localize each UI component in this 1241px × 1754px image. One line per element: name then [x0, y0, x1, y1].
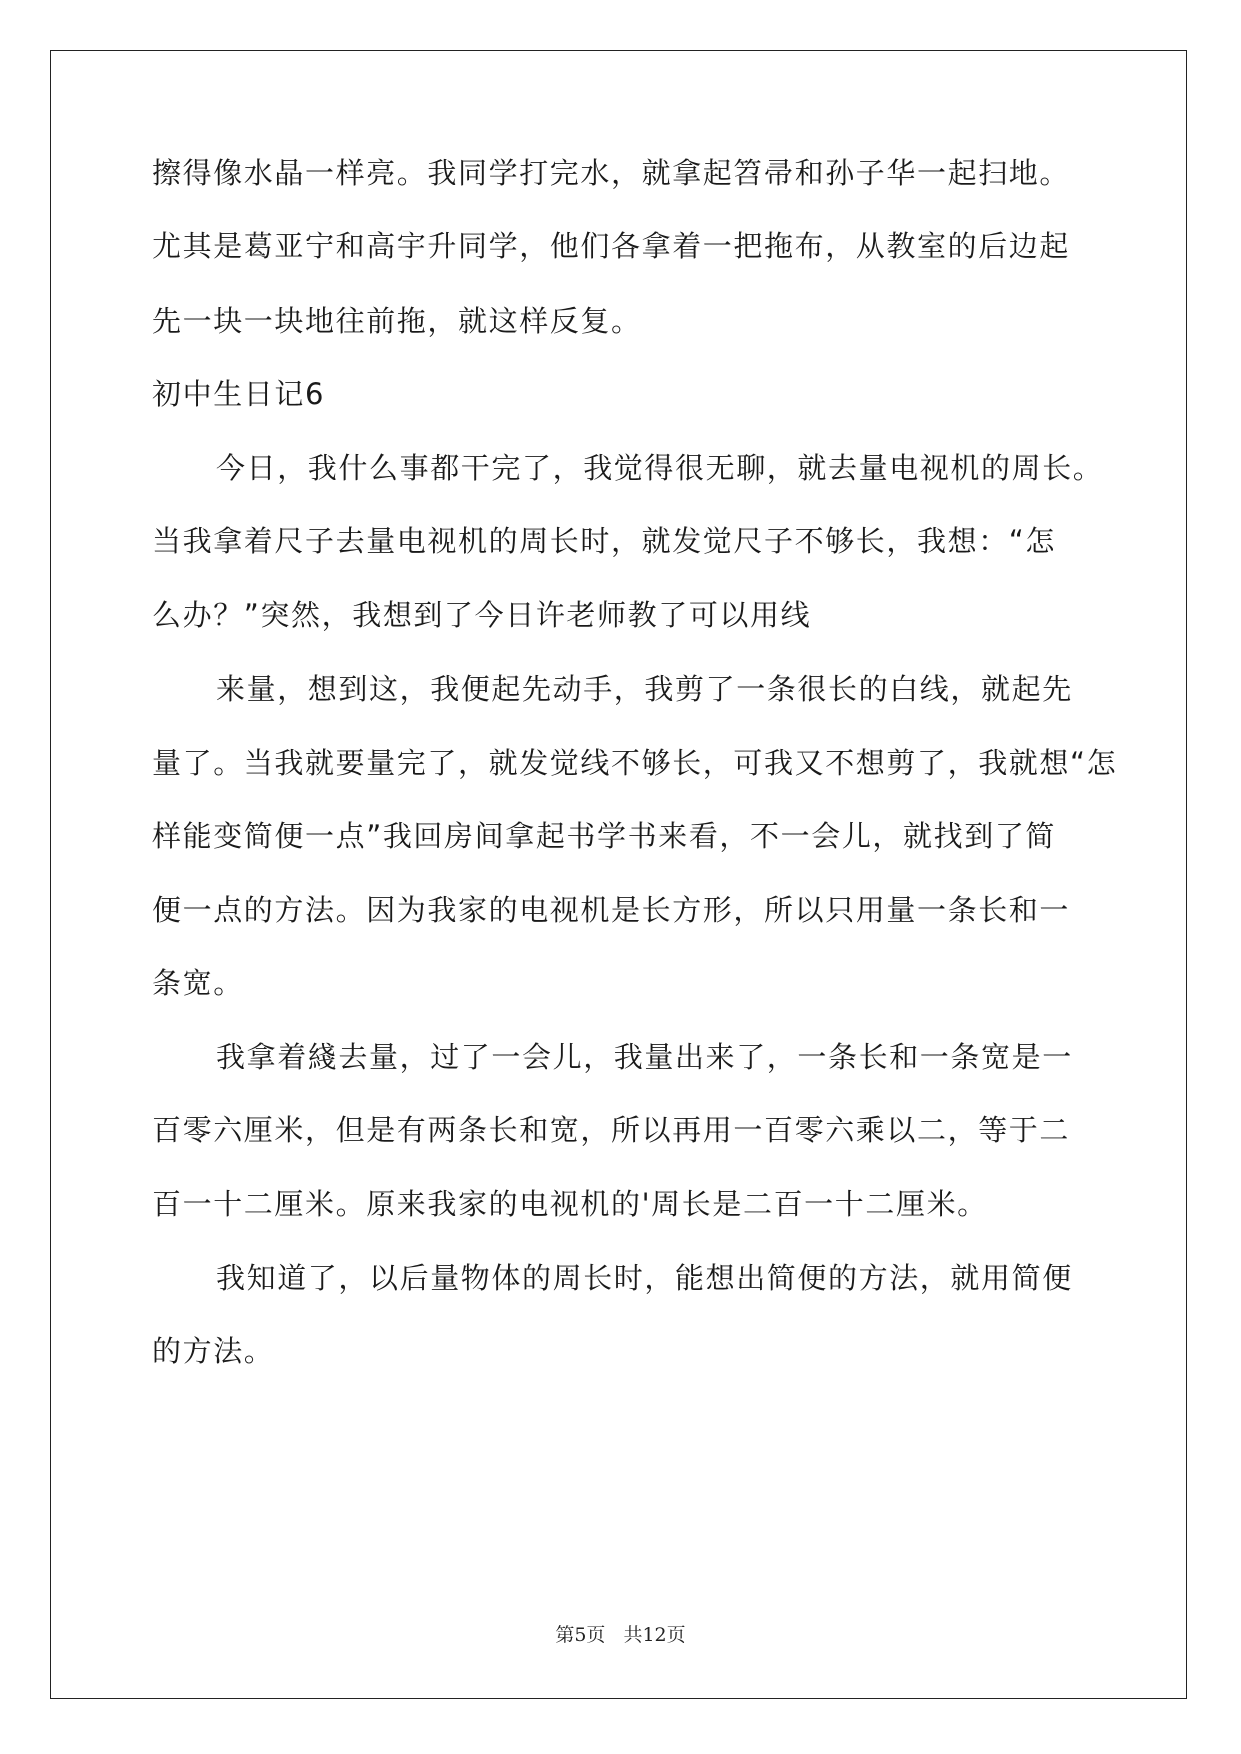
page-number: 第5页 — [555, 1624, 606, 1646]
text-line: 便一点的方法。因为我家的电视机是长方形，所以只用量一条长和一 — [152, 893, 1071, 927]
paragraph-first-line: 我知道了，以后量物体的周长时，能想出简便的方法，就用简便 — [216, 1261, 1073, 1295]
text-line: 尤其是葛亚宁和高宇升同学，他们各拿着一把拖布，从教室的后边起 — [152, 229, 1071, 263]
page-border — [50, 50, 1187, 1699]
page-footer — [0, 1620, 1241, 1647]
section-heading: 初中生日记6 — [152, 377, 326, 411]
page-total: 共12页 — [623, 1624, 686, 1646]
text-line: 样能变简便一点”我回房间拿起书学书来看，不一会儿，就找到了简 — [152, 819, 1057, 853]
text-line: 百零六厘米，但是有两条长和宽，所以再用一百零六乘以二，等于二 — [152, 1113, 1071, 1147]
text-line: 百一十二厘米。原来我家的电视机的'周长是二百一十二厘米。 — [152, 1187, 988, 1221]
text-line: 当我拿着尺子去量电视机的周长时，就发觉尺子不够长，我想：“怎 — [152, 524, 1057, 558]
text-line: 么办？”突然，我想到了今日许老师教了可以用线 — [152, 598, 812, 632]
text-line: 量了。当我就要量完了，就发觉线不够长，可我又不想剪了，我就想“怎 — [152, 746, 1118, 780]
text-line: 条宽。 — [152, 966, 244, 1000]
paragraph-first-line: 我拿着綫去量，过了一会儿，我量出来了，一条长和一条宽是一 — [216, 1040, 1073, 1074]
paragraph-first-line: 今日，我什么事都干完了，我觉得很无聊，就去量电视机的周长。 — [216, 451, 1104, 485]
text-line: 的方法。 — [152, 1334, 275, 1368]
text-line: 擦得像水晶一样亮。我同学打完水，就拿起笤帚和孙子华一起扫地。 — [152, 156, 1071, 190]
paragraph-first-line: 来量，想到这，我便起先动手，我剪了一条很长的白线，就起先 — [216, 672, 1073, 706]
text-line: 先一块一块地往前拖，就这样反复。 — [152, 304, 642, 338]
